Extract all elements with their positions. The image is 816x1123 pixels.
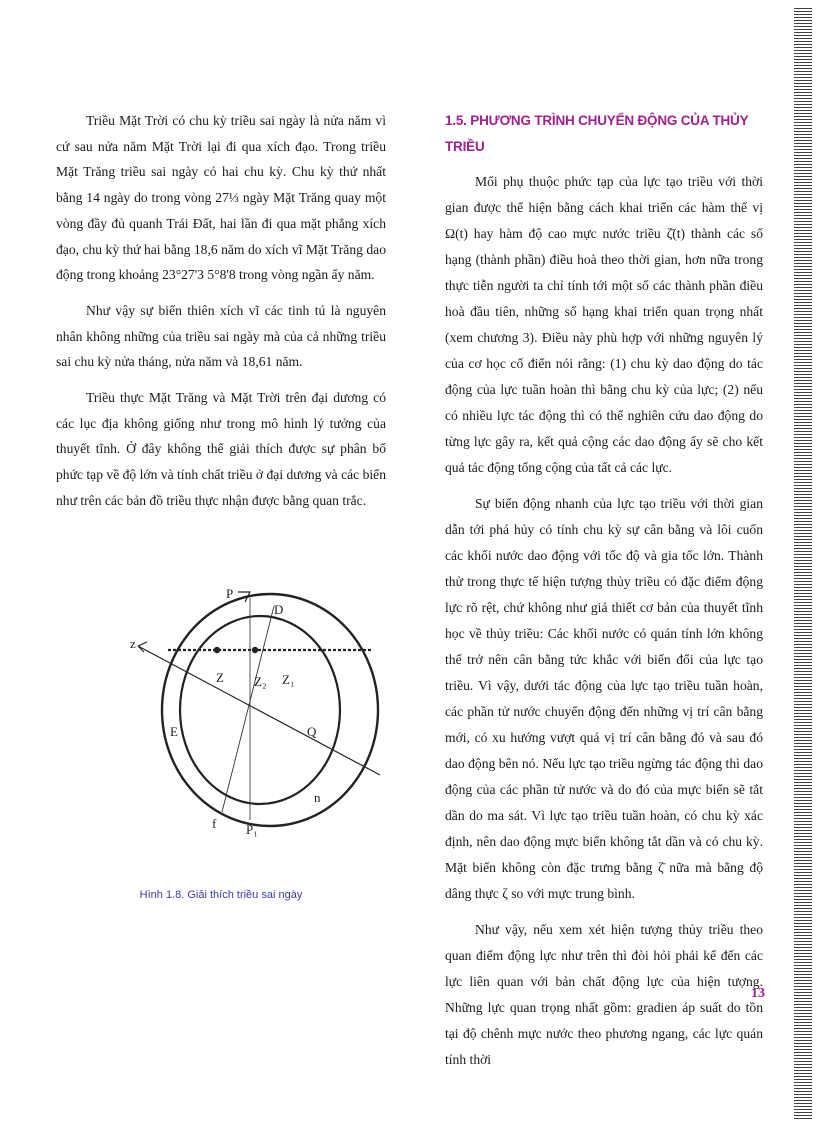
figure-caption: Hình 1.8. Giải thích triều sai ngày <box>139 889 303 901</box>
label-f: f <box>212 816 217 831</box>
left-paragraph-3: Triều thực Mặt Trăng và Mặt Trời trên đại dương có các lục địa không giống như trong mô hình lý tưởng của thuyết tĩnh. Ở đây không thể giải thích được sự phân bố phức tạp về độ lớn và tính chất triều ở đại dương và các biển như trên các bản đồ triều thực nhận được bằng quan trắc. <box>56 390 386 508</box>
label-z: Z <box>216 670 224 685</box>
right-column <box>445 108 763 1083</box>
label-z2: Z₂ <box>254 674 267 689</box>
right-paragraph-2: Sự biến động nhanh của lực tạo triều với thời gian dẫn tới phá hủy có tính chu kỳ sự cân bằng và lôi cuốn các khối nước dao động với tốc độ và gia tốc lớn. Thành thử trong thực tế hiện tượng thủy triều có đặc điểm động lực rõ rệt, chứ không như giả thiết cơ bản của thuyết tĩnh học về thủy triều: Các khối nước có quán tính lớn không thể trở nên cân bằng tức khắc với biến đổi của lực tạo triều. Vì vậy, dưới tác động của lực tạo triều tuần hoàn, các phần tử nước chuyển động đến những vị trí cân bằng mới, có xu hướng vượt quá vị trí cân bằng đó và sau đó dao động bên nó. Nếu lực tạo triều ngừng tác động thì dao động của các phần tử nước và do đó của mực biển sẽ tắt dần do ma sát. Vì lực tạo triều tuần hoàn, có chu kỳ xác định, nên dao động mực biển không tắt dần và có chu kỳ. Mặt biển không còn đặc trưng bằng ζ̄ nữa mà bằng độ dâng thực ζ so với mực trung bình. <box>445 496 763 902</box>
left-column <box>56 108 386 524</box>
left-paragraph-2: Như vậy sự biến thiên xích vĩ các tinh tú là nguyên nhân không những của triều sai ngày mà của cả những triều sai chu kỳ nửa tháng, nửa năm và 18,61 năm. <box>56 302 386 370</box>
parallel-point-right <box>252 647 258 653</box>
label-p: P <box>226 586 234 601</box>
label-z-small: z <box>130 636 136 651</box>
scan-edge-bar <box>794 8 812 1120</box>
right-paragraph-3: Như vậy, nếu xem xét hiện tượng thủy triều theo quan điểm động lực như trên thì đòi hỏi phải kể đến các lực liên quan với bản chất động lực của hiện tượng. Những lực quan trọng nhất gồm: gradien áp suất do tồn tại độ chênh mực nước theo phương ngang, các lực quán tính thời <box>445 922 763 1068</box>
right-paragraph-1: Mối phụ thuộc phức tạp của lực tạo triều với thời gian được thể hiện bằng cách khai triển các hàm thế vị Ω(t) hay hàm độ cao mực nước triều ζ̄(t) thành các số hạng (thành phần) điều hoà theo thời gian, hơn nữa trong thực tiễn người ta chỉ tính tới một số các thành phần điều hoà đầu tiên, những số hạng khai triển quan trọng nhất (xem chương 3). Điều này phù hợp với những nguyên lý của cơ học cổ điển nói rằng: (1) chu kỳ dao động do tác động của lực tuần hoàn thì bằng chu kỳ của lực; (2) nếu có nhiều lực tác động thì có thể nghiên cứu dao động do từng lực gây ra, kết quả cộng các dao động ấy sẽ cho kết quả tác động tổng cộng của tất cả các lực. <box>445 174 763 476</box>
tilted-axis <box>222 606 274 812</box>
label-e: E <box>170 724 178 739</box>
tide-diagram <box>130 570 390 850</box>
inner-circle <box>180 616 340 804</box>
label-q: Q <box>307 724 317 739</box>
outer-circle <box>162 594 378 826</box>
left-paragraph-1: Triều Mặt Trời có chu kỳ triều sai ngày là nửa năm vì cứ sau nửa năm Mặt Trời lại đi qua xích đạo. Trong triều Mặt Trăng triều sai ngày có hai chu kỳ. Chu kỳ thứ nhất bằng 14 ngày do trong vòng 27⅓ ngày Mặt Trăng quay một vòng đầy đủ quanh Trái Đất, hai lần đi qua mặt phẳng xích đạo, chu kỳ thứ hai bằng 18,6 năm do xích vĩ Mặt Trăng dao động trong khoảng 23°27'3 5°8'8 trong vòng ngần ấy năm. <box>56 113 386 283</box>
parallel-point-left <box>214 647 220 653</box>
page-number: 13 <box>751 986 765 1001</box>
label-n: n <box>314 790 321 805</box>
section-heading: 1.5. PHƯƠNG TRÌNH CHUYỂN ĐỘNG CỦA THỦY TRIỀU <box>445 113 749 154</box>
label-d: D <box>274 602 284 617</box>
label-p1: P₁ <box>246 822 258 837</box>
label-z1: Z₁ <box>282 672 295 687</box>
